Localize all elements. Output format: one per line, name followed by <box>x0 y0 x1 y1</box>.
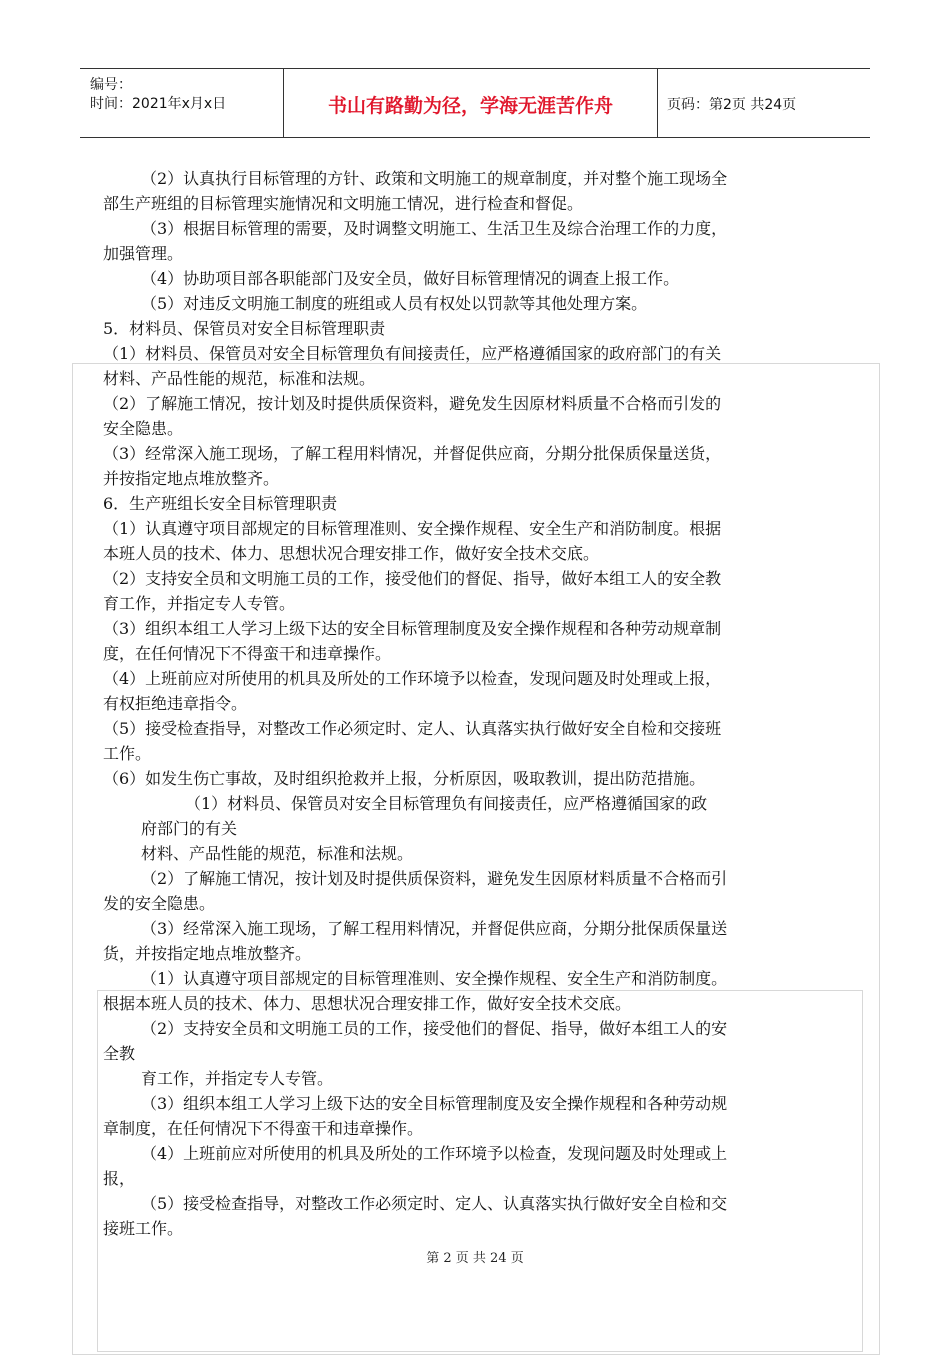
text-line: 接班工作。 <box>103 1219 184 1238</box>
header-right-cell <box>658 69 870 137</box>
text-line: （2）认真执行目标管理的方针、政策和文明施工的规章制度，并对整个施工现场全 <box>141 169 728 188</box>
header-middle-cell <box>284 69 658 137</box>
text-line: 报， <box>103 1169 136 1188</box>
text-line: 育工作，并指定专人专管。 <box>103 594 296 613</box>
text-line: 安全隐患。 <box>103 419 184 438</box>
number-label: 编号： <box>90 77 132 93</box>
text-line: 根据本班人员的技术、体力、思想状况合理安排工作，做好安全技术交底。 <box>103 994 632 1013</box>
text-line: （3）组织本组工人学习上级下达的安全目标管理制度及安全操作规程和各种劳动规 <box>141 1094 728 1113</box>
text-line: 材料、产品性能的规范，标准和法规。 <box>103 369 376 388</box>
time-label: 时间：2021年x月x日 <box>90 96 227 112</box>
text-line: （3）经常深入施工现场，了解工程用料情况，并督促供应商，分期分批保质保量送货， <box>103 444 722 463</box>
text-line: （2）了解施工情况，按计划及时提供质保资料，避免发生因原材料质量不合格而引发的 <box>103 394 722 413</box>
text-line: 有权拒绝违章指令。 <box>103 694 248 713</box>
text-line: 发的安全隐患。 <box>103 894 216 913</box>
text-line: 加强管理。 <box>103 244 184 263</box>
text-line: （4）协助项目部各职能部门及安全员，做好目标管理情况的调查上报工作。 <box>141 269 680 288</box>
text-line: 材料、产品性能的规范，标准和法规。 <box>141 844 414 863</box>
text-line: （1）材料员、保管员对安全目标管理负有间接责任，应严格遵循国家的政府部门的有关 <box>103 344 722 363</box>
text-line: （3）根据目标管理的需要，及时调整文明施工、生活卫生及综合治理工作的力度， <box>141 219 728 238</box>
text-line: 度，在任何情况下不得蛮干和违章操作。 <box>103 644 392 663</box>
text-line: （2）支持安全员和文明施工员的工作，接受他们的督促、指导，做好本组工人的安全教 <box>103 569 722 588</box>
text-line: 本班人员的技术、体力、思想状况合理安排工作，做好安全技术交底。 <box>103 544 600 563</box>
text-line: （5）对违反文明施工制度的班组或人员有权处以罚款等其他处理方案。 <box>141 294 648 313</box>
text-line: 全教 <box>103 1044 136 1063</box>
text-line: （5）接受检查指导，对整改工作必须定时、定人、认真落实执行做好安全自检和交 <box>141 1194 728 1213</box>
header-left-cell <box>80 69 284 137</box>
text-line: （3）经常深入施工现场，了解工程用料情况，并督促供应商，分期分批保质保量送 <box>141 919 728 938</box>
text-line: （4）上班前应对所使用的机具及所处的工作环境予以检查，发现问题及时处理或上 <box>141 1144 728 1163</box>
header-motto: 书山有路勤为径，学海无涯苦作舟 <box>327 95 613 117</box>
text-line: （3）组织本组工人学习上级下达的安全目标管理制度及安全操作规程和各种劳动规章制 <box>103 619 722 638</box>
text-line: （5）接受检查指导，对整改工作必须定时、定人、认真落实执行做好安全自检和交接班 <box>103 719 722 738</box>
text-line: 工作。 <box>103 744 152 763</box>
text-line: （6）如发生伤亡事故，及时组织抢救并上报，分析原因，吸取教训，提出防范措施。 <box>103 769 706 788</box>
text-line: （1）认真遵守项目部规定的目标管理准则、安全操作规程、安全生产和消防制度。根据 <box>103 519 722 538</box>
text-line: （2）支持安全员和文明施工员的工作，接受他们的督促、指导，做好本组工人的安 <box>141 1019 728 1038</box>
text-line: （1）材料员、保管员对安全目标管理负有间接责任，应严格遵循国家的政 <box>185 794 708 813</box>
text-line: （1）认真遵守项目部规定的目标管理准则、安全操作规程、安全生产和消防制度。 <box>141 969 728 988</box>
text-line: 育工作，并指定专人专管。 <box>141 1069 334 1088</box>
page-info: 页码：第2页 共24页 <box>667 97 797 113</box>
text-line: 并按指定地点堆放整齐。 <box>103 469 280 488</box>
page-header <box>80 68 870 138</box>
text-line: 部生产班组的目标管理实施情况和文明施工情况，进行检查和督促。 <box>103 194 584 213</box>
section-heading: 6．生产班组长安全目标管理职责 <box>103 494 338 513</box>
text-line: 府部门的有关 <box>141 819 238 838</box>
section-heading: 5．材料员、保管员对安全目标管理职责 <box>103 319 386 338</box>
page-footer: 第 2 页 共 24 页 <box>426 1251 524 1266</box>
text-line: （4）上班前应对所使用的机具及所处的工作环境予以检查，发现问题及时处理或上报， <box>103 669 722 688</box>
text-line: 章制度，在任何情况下不得蛮干和违章操作。 <box>103 1119 424 1138</box>
text-line: 货，并按指定地点堆放整齐。 <box>103 944 312 963</box>
frame-box-lower <box>97 990 863 1352</box>
text-line: （2）了解施工情况，按计划及时提供质保资料，避免发生因原材料质量不合格而引 <box>141 869 728 888</box>
